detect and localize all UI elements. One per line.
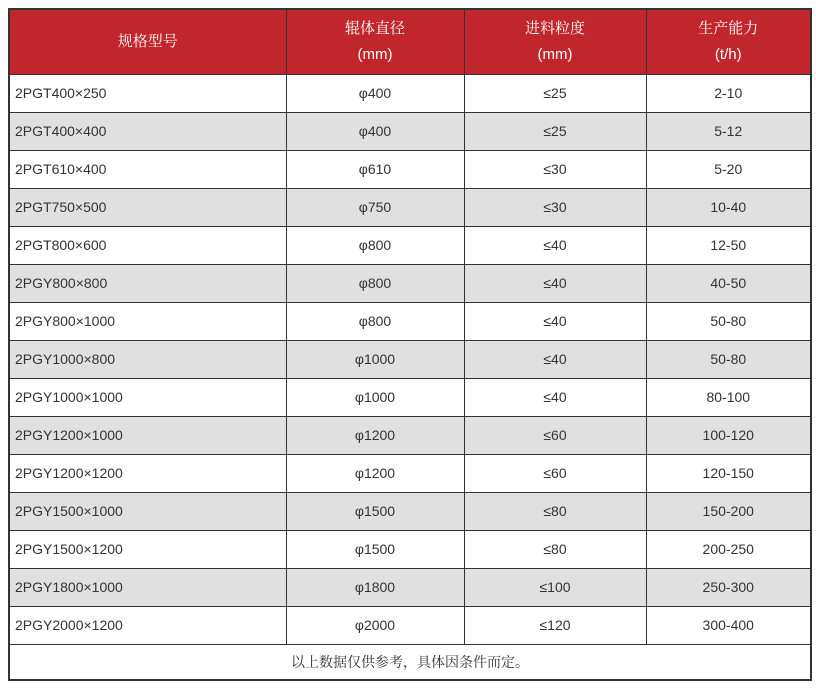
roller-diameter-cell: φ1200 <box>286 454 464 492</box>
table-row <box>9 112 811 150</box>
table-row <box>9 378 811 416</box>
capacity-cell: 5-12 <box>646 112 811 150</box>
col-header-model <box>9 9 286 74</box>
col-header-roller-diameter-unit: (mm) <box>357 45 393 63</box>
model-cell: 2PGT400×250 <box>9 74 286 112</box>
roller-diameter-cell: φ610 <box>286 150 464 188</box>
table-footer <box>9 644 811 680</box>
model-cell: 2PGT610×400 <box>9 150 286 188</box>
capacity-cell: 40-50 <box>646 264 811 302</box>
roller-diameter-cell: φ1500 <box>286 530 464 568</box>
capacity-cell: 200-250 <box>646 530 811 568</box>
roller-diameter-cell: φ800 <box>286 226 464 264</box>
table-row <box>9 188 811 226</box>
capacity-cell: 10-40 <box>646 188 811 226</box>
model-cell: 2PGY1500×1000 <box>9 492 286 530</box>
model-cell: 2PGY1200×1200 <box>9 454 286 492</box>
table-row <box>9 454 811 492</box>
roller-diameter-cell: φ2000 <box>286 606 464 644</box>
table-header <box>9 9 811 74</box>
feed-size-cell: ≤40 <box>464 340 646 378</box>
capacity-cell: 300-400 <box>646 606 811 644</box>
model-cell: 2PGY1000×1000 <box>9 378 286 416</box>
roller-diameter-cell: φ750 <box>286 188 464 226</box>
table-row <box>9 492 811 530</box>
table-row <box>9 416 811 454</box>
capacity-cell: 50-80 <box>646 340 811 378</box>
table-row <box>9 530 811 568</box>
model-cell: 2PGT400×400 <box>9 112 286 150</box>
roller-diameter-cell: φ400 <box>286 74 464 112</box>
capacity-cell: 120-150 <box>646 454 811 492</box>
roller-diameter-cell: φ400 <box>286 112 464 150</box>
table-body <box>9 74 811 644</box>
model-cell: 2PGY1500×1200 <box>9 530 286 568</box>
col-header-feed-size-unit: (mm) <box>537 45 573 63</box>
model-cell: 2PGY1800×1000 <box>9 568 286 606</box>
capacity-cell: 80-100 <box>646 378 811 416</box>
table-row <box>9 150 811 188</box>
model-cell: 2PGY1200×1000 <box>9 416 286 454</box>
feed-size-cell: ≤40 <box>464 378 646 416</box>
roller-diameter-cell: φ1000 <box>286 378 464 416</box>
roller-diameter-cell: φ800 <box>286 264 464 302</box>
footer-row <box>9 644 811 680</box>
feed-size-cell: ≤60 <box>464 416 646 454</box>
model-cell: 2PGY2000×1200 <box>9 606 286 644</box>
roller-diameter-cell: φ1800 <box>286 568 464 606</box>
feed-size-cell: ≤30 <box>464 188 646 226</box>
col-header-capacity-unit: (t/h) <box>714 45 742 63</box>
table-row <box>9 74 811 112</box>
feed-size-cell: ≤80 <box>464 530 646 568</box>
col-header-roller-diameter-title: 辊体直径 <box>344 19 405 37</box>
model-cell: 2PGY800×800 <box>9 264 286 302</box>
table-row <box>9 302 811 340</box>
capacity-cell: 100-120 <box>646 416 811 454</box>
capacity-cell: 150-200 <box>646 492 811 530</box>
model-cell: 2PGT800×600 <box>9 226 286 264</box>
table-row <box>9 226 811 264</box>
roller-diameter-cell: φ1200 <box>286 416 464 454</box>
feed-size-cell: ≤25 <box>464 112 646 150</box>
roller-diameter-cell: φ1000 <box>286 340 464 378</box>
table-row <box>9 340 811 378</box>
footer-note: 以上数据仅供参考，具体因条件而定。 <box>9 644 811 680</box>
capacity-cell: 50-80 <box>646 302 811 340</box>
roller-diameter-cell: φ1500 <box>286 492 464 530</box>
feed-size-cell: ≤40 <box>464 302 646 340</box>
model-cell: 2PGY1000×800 <box>9 340 286 378</box>
feed-size-cell: ≤80 <box>464 492 646 530</box>
roller-diameter-cell: φ800 <box>286 302 464 340</box>
table-row <box>9 264 811 302</box>
spec-table <box>8 8 812 681</box>
table-row <box>9 606 811 644</box>
feed-size-cell: ≤120 <box>464 606 646 644</box>
model-cell: 2PGT750×500 <box>9 188 286 226</box>
feed-size-cell: ≤100 <box>464 568 646 606</box>
col-header-feed-size <box>464 9 646 74</box>
col-header-feed-size-title: 进料粒度 <box>524 19 585 37</box>
table-row <box>9 568 811 606</box>
col-header-capacity-title: 生产能力 <box>698 19 759 37</box>
capacity-cell: 250-300 <box>646 568 811 606</box>
feed-size-cell: ≤30 <box>464 150 646 188</box>
model-cell: 2PGY800×1000 <box>9 302 286 340</box>
feed-size-cell: ≤40 <box>464 226 646 264</box>
feed-size-cell: ≤40 <box>464 264 646 302</box>
capacity-cell: 5-20 <box>646 150 811 188</box>
col-header-capacity <box>646 9 811 74</box>
feed-size-cell: ≤25 <box>464 74 646 112</box>
col-header-model-title: 规格型号 <box>117 32 178 50</box>
capacity-cell: 2-10 <box>646 74 811 112</box>
col-header-roller-diameter <box>286 9 464 74</box>
feed-size-cell: ≤60 <box>464 454 646 492</box>
header-row <box>9 9 811 74</box>
capacity-cell: 12-50 <box>646 226 811 264</box>
